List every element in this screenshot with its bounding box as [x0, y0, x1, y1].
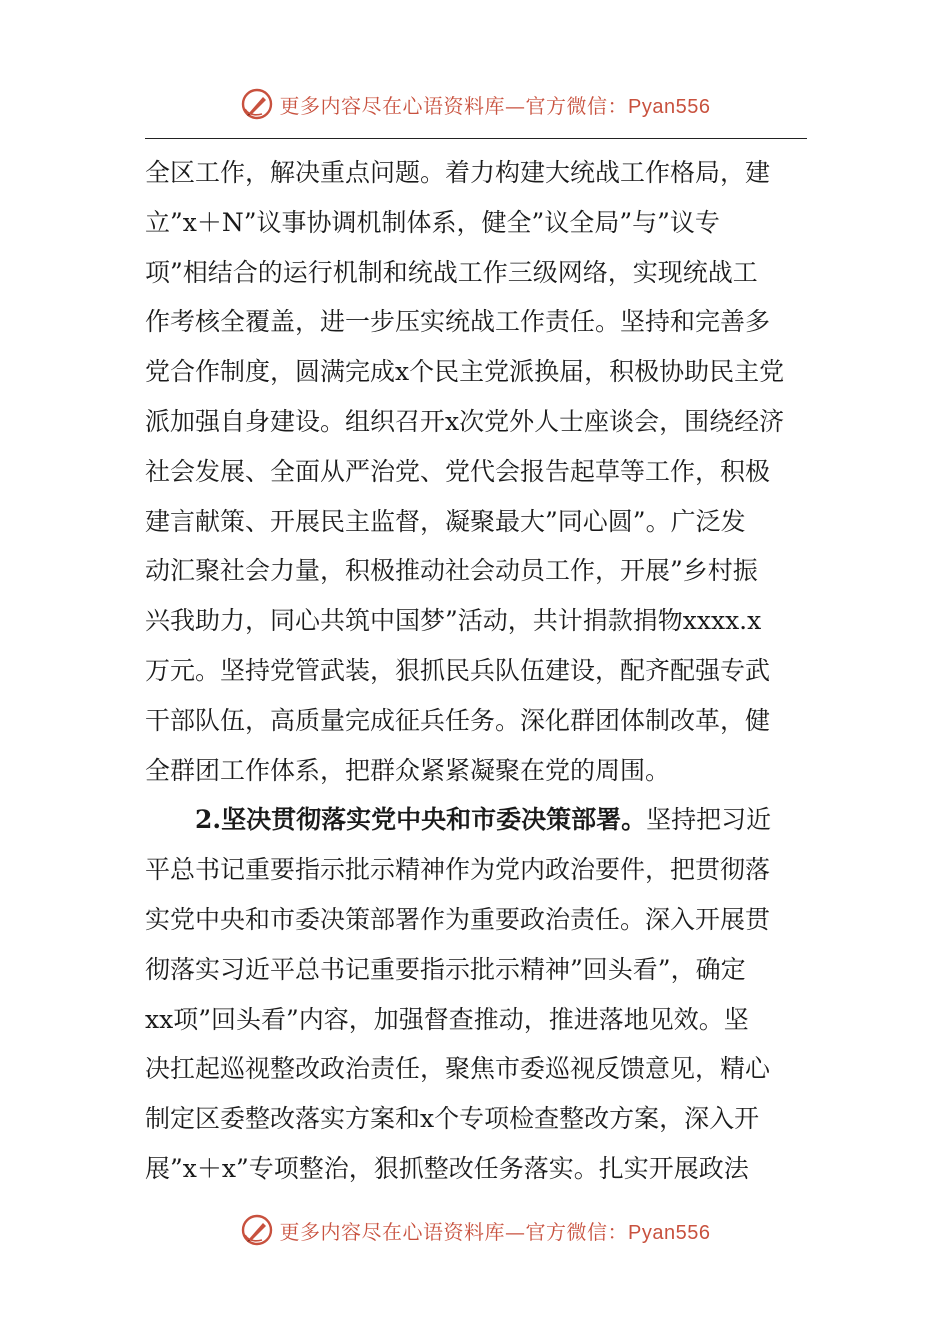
- footer-banner-content: [240, 1213, 711, 1247]
- banner-wechat-id: Pyan556: [628, 95, 711, 118]
- text-line: 展”x＋x”专项整治，狠抓整改任务落实。扎实开展政法: [145, 1153, 749, 1183]
- text-line: 派加强自身建设。组织召开x次党外人士座谈会，围绕经济: [145, 406, 785, 436]
- text-line: 决扛起巡视整改政治责任，聚焦市委巡视反馈意见，精心: [145, 1054, 771, 1084]
- text-line: 作考核全覆盖，进一步压实统战工作责任。坚持和完善多: [145, 307, 771, 337]
- section-heading-line: [145, 795, 807, 845]
- text-line: 制定区委整改落实方案和x个专项检查整改方案，深入开: [145, 1104, 760, 1134]
- header-divider: [145, 138, 807, 139]
- text-line: 干部队伍，高质量完成征兵任务。深化群团体制改革，健: [145, 705, 771, 735]
- footer-banner: [0, 1208, 950, 1252]
- text-line: xx项”回头看”内容，加强督查推动，推进落地见效。坚: [145, 1004, 749, 1034]
- text-run: 坚持把习近: [646, 805, 772, 835]
- banner-text: 更多内容尽在心语资料库—官方微信：Pyan556: [279, 1219, 711, 1244]
- text-line: 项”相结合的运行机制和统战工作三级网络，实现统战工: [145, 257, 758, 287]
- text-line: 兴我助力，同心共筑中国梦”活动，共计捐款捐物xxxx.x: [145, 606, 762, 636]
- text-line: 动汇聚社会力量，积极推动社会动员工作，开展”乡村振: [145, 556, 758, 586]
- text-line: 彻落实习近平总书记重要指示批示精神”回头看”，确定: [145, 954, 746, 984]
- text-line: 党合作制度，圆满完成x个民主党派换届，积极协助民主党: [145, 357, 785, 387]
- banner-wechat-id: Pyan556: [628, 1221, 711, 1244]
- text-line: 建言献策、开展民主监督，凝聚最大”同心圆”。广泛发: [145, 506, 746, 536]
- document-body: [145, 148, 807, 1194]
- banner-text: 更多内容尽在心语资料库—官方微信：Pyan556: [279, 93, 711, 118]
- text-line: 平总书记重要指示批示精神作为党内政治要件，把贯彻落: [145, 855, 771, 885]
- text-line: 全群团工作体系，把群众紧紧凝聚在党的周围。: [145, 755, 671, 785]
- text-line: 全区工作，解决重点问题。着力构建大统战工作格局，建: [145, 158, 771, 187]
- paragraph-1: [145, 148, 807, 795]
- header-banner: [0, 82, 950, 126]
- section-heading: 2.坚决贯彻落实党中央和市委决策部署。: [195, 805, 647, 835]
- header-banner-content: [240, 87, 711, 121]
- text-line: 社会发展、全面从严治党、党代会报告起草等工作，积极: [145, 456, 771, 486]
- pen-logo-icon: [240, 87, 274, 121]
- pen-logo-icon: [240, 1213, 274, 1247]
- text-line: 实党中央和市委决策部署作为重要政治责任。深入开展贯: [145, 904, 771, 934]
- text-line: 立”x＋N”议事协调机制体系，健全”议全局”与”议专: [145, 207, 720, 237]
- paragraph-2: [145, 795, 807, 1193]
- text-line: 万元。坚持党管武装，狠抓民兵队伍建设，配齐配强专武: [145, 655, 771, 685]
